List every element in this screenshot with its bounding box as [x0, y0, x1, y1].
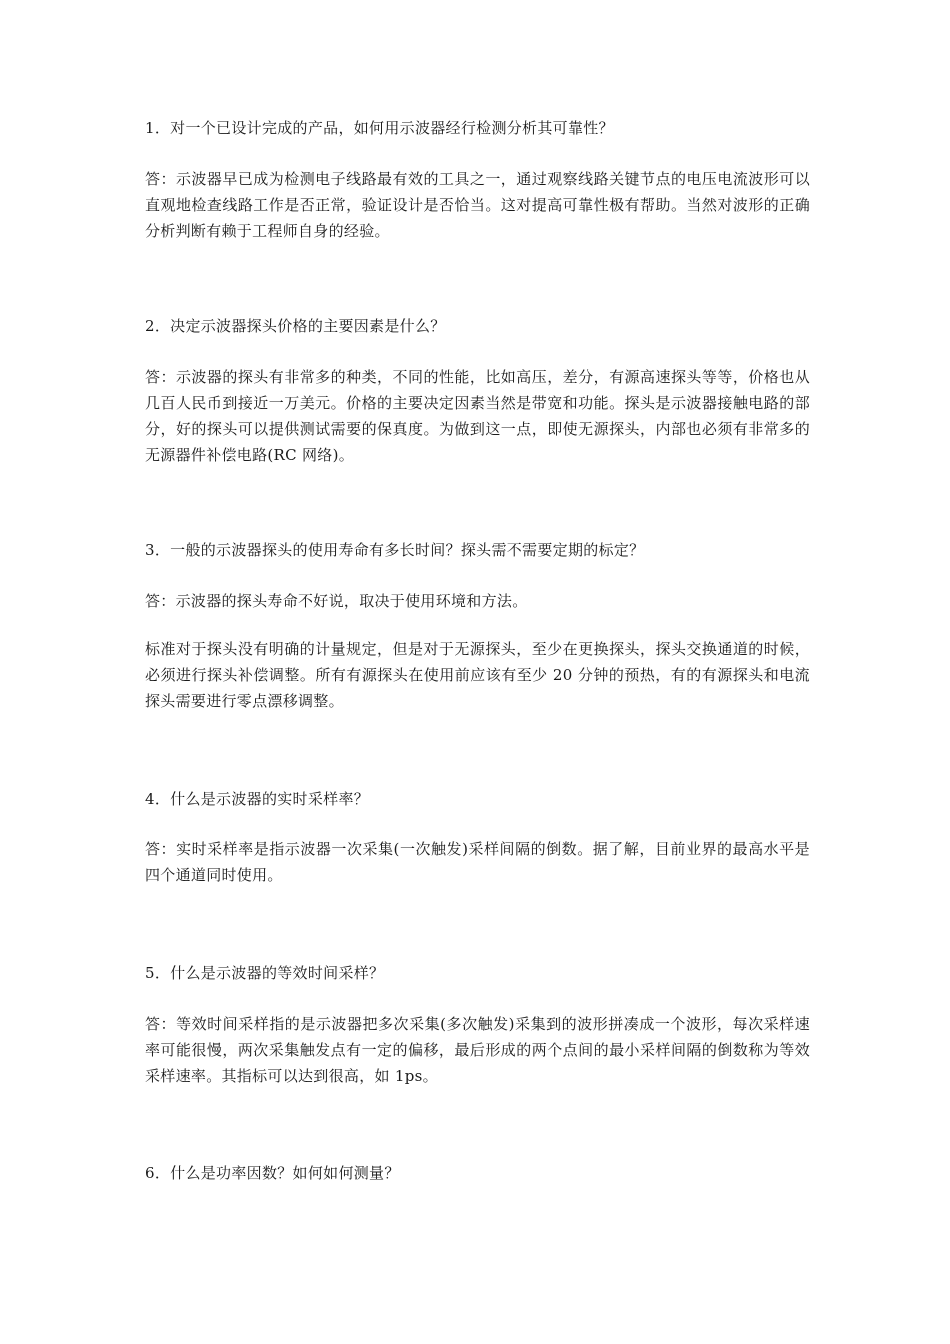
answer-3-note: 标准对于探头没有明确的计量规定，但是对于无源探头，至少在更换探头，探头交换通道的时候，必须进行探头补偿调整。所有有源探头在使用前应该有至少 20 分钟的预热，有的有源探头和电流探头需要进行零点漂移调整。 [145, 640, 810, 710]
question-6: 6．什么是功率因数？如何如何测量？ [145, 1164, 400, 1182]
answer-5: 答：等效时间采样指的是示波器把多次采集(多次触发)采集到的波形拼凑成一个波形，每次采样速率可能很慢，两次采集触发点有一定的偏移，最后形成的两个点间的最小采样间隔的倒数称为等效采样速率。其指标可以达到很高，如 1ps。 [145, 1015, 810, 1085]
question-4: 4．什么是示波器的实时采样率？ [145, 790, 370, 808]
answer-1: 答：示波器早已成为检测电子线路最有效的工具之一，通过观察线路关键节点的电压电流波形可以直观地检查线路工作是否正常，验证设计是否恰当。这对提高可靠性极有帮助。当然对波形的正确分析判断有赖于工程师自身的经验。 [145, 170, 810, 240]
question-5: 5．什么是示波器的等效时间采样？ [145, 964, 385, 982]
answer-4: 答：实时采样率是指示波器一次采集(一次触发)采样间隔的倒数。据了解，目前业界的最高水平是四个通道同时使用。 [145, 840, 810, 884]
question-1: 1．对一个已设计完成的产品，如何用示波器经行检测分析其可靠性？ [145, 119, 614, 137]
question-3: 3．一般的示波器探头的使用寿命有多长时间？探头需不需要定期的标定？ [145, 541, 645, 559]
question-2: 2．决定示波器探头价格的主要因素是什么？ [145, 317, 446, 335]
answer-3: 答：示波器的探头寿命不好说，取决于使用环境和方法。 [145, 592, 528, 610]
answer-2: 答：示波器的探头有非常多的种类，不同的性能，比如高压，差分，有源高速探头等等，价格也从几百人民币到接近一万美元。价格的主要决定因素当然是带宽和功能。探头是示波器接触电路的部分，好的探头可以提供测试需要的保真度。为做到这一点，即使无源探头，内部也必须有非常多的无源器件补偿电路(RC 网络)。 [145, 368, 810, 464]
